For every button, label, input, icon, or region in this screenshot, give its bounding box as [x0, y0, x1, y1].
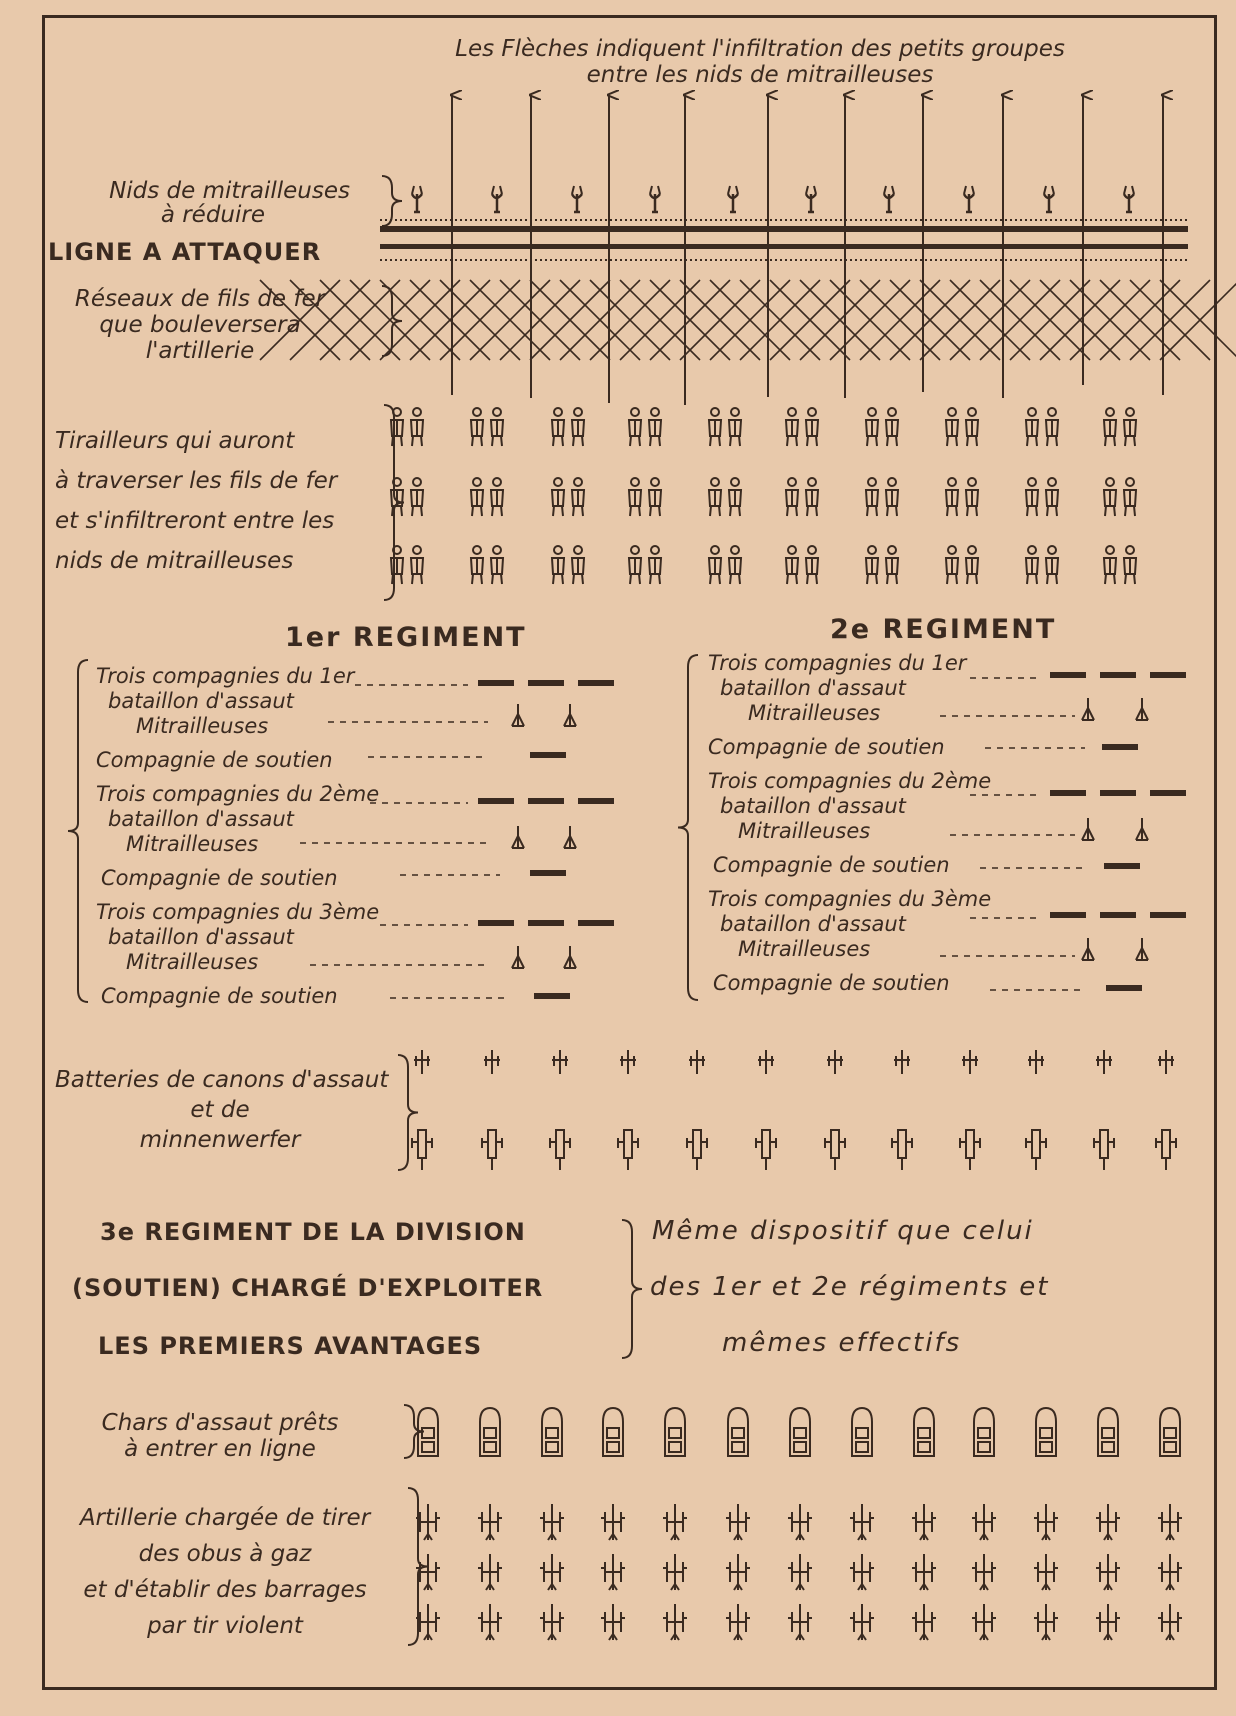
wire-label-3: l'artillerie — [145, 338, 255, 364]
batteries-label-2: et de — [190, 1097, 250, 1123]
tank-icon — [480, 1408, 500, 1456]
regiment-1-row-4-line-0: Mitrailleuses — [126, 832, 259, 856]
artillery-icon — [1034, 1554, 1058, 1590]
header-line-2: entre les nids de mitrailleuses — [586, 62, 934, 88]
soldier-icon — [1046, 478, 1058, 516]
soldier-icon — [629, 546, 641, 584]
machine-gun-icon — [564, 704, 576, 726]
assault-cannon-icon — [758, 1050, 774, 1074]
regiment-2-row-5-line-0: Compagnie de soutien — [713, 853, 950, 877]
attack-line-lower — [380, 244, 1188, 249]
assault-cannon-icon — [620, 1050, 636, 1074]
regiment-2-row-7-line-0: Mitrailleuses — [738, 937, 871, 961]
company-bar-icon — [1104, 863, 1140, 869]
soldier-icon — [411, 408, 423, 446]
nests-label-1: Nids de mitrailleuses — [109, 178, 350, 204]
machine-gun-icon — [1082, 818, 1094, 840]
assault-cannon-icon — [414, 1050, 430, 1074]
tank-icon — [603, 1408, 623, 1456]
soldier-icon — [946, 408, 958, 446]
soldier-icon — [729, 478, 741, 516]
artillery-icon — [478, 1504, 502, 1540]
soldier-icon — [1124, 546, 1136, 584]
regiment-1-row-6-line-1: bataillon d'assaut — [108, 925, 294, 949]
regiment-1-row-5-line-0: Compagnie de soutien — [101, 866, 338, 890]
regiment-2-row-0-line-0: Trois compagnies du 1er — [708, 651, 967, 675]
machine-gun-icon — [512, 946, 524, 968]
regiment-2-row-4-line-0: Mitrailleuses — [738, 819, 871, 843]
soldier-icon — [649, 408, 661, 446]
soldier-icon — [1124, 408, 1136, 446]
artillery-icon — [788, 1554, 812, 1590]
tank-icon — [418, 1408, 438, 1456]
soldier-icon — [866, 408, 878, 446]
soldier-icon — [629, 478, 641, 516]
soldier-icon — [1026, 478, 1038, 516]
machine-gun-icon — [1082, 698, 1094, 720]
soldier-icon — [491, 408, 503, 446]
skirmishers-brace — [384, 405, 404, 600]
soldier-icon — [1046, 408, 1058, 446]
soldier-icon — [946, 546, 958, 584]
artillery-icon — [726, 1554, 750, 1590]
artillery-icon — [1158, 1504, 1182, 1540]
artillery-icon — [726, 1604, 750, 1640]
soldier-icon — [786, 546, 798, 584]
soldier-icon — [552, 546, 564, 584]
artillery-icon — [1034, 1504, 1058, 1540]
soldier-icon — [866, 478, 878, 516]
machine-gun-icon — [1136, 698, 1148, 720]
machine-gun-nest-icon — [964, 186, 974, 212]
soldier-icon — [806, 546, 818, 584]
artillery-icon — [1096, 1554, 1120, 1590]
minenwerfer-icon — [892, 1130, 912, 1170]
artillery-icon — [416, 1504, 440, 1540]
company-bar-icon — [478, 798, 514, 804]
company-bar-icon — [478, 680, 514, 686]
soldier-icon — [729, 408, 741, 446]
tank-icon — [1036, 1408, 1056, 1456]
soldier-icon — [1124, 478, 1136, 516]
artillery-icon — [726, 1504, 750, 1540]
artillery-icon — [788, 1604, 812, 1640]
artillery-icon — [912, 1604, 936, 1640]
minenwerfer-icon — [756, 1130, 776, 1170]
regiment-1-row-2-line-0: Compagnie de soutien — [96, 748, 333, 772]
tank-icon — [974, 1408, 994, 1456]
header-line-1: Les Flèches indiquent l'infiltration des petits groupes — [455, 36, 1065, 62]
artillery-icon — [540, 1604, 564, 1640]
batteries-brace — [398, 1055, 418, 1170]
artillery-icon — [540, 1504, 564, 1540]
soldier-icon — [471, 408, 483, 446]
artillery-icon — [601, 1504, 625, 1540]
artillery-icon — [478, 1604, 502, 1640]
soldier-icon — [1046, 546, 1058, 584]
regiment-1-row-3-line-1: bataillon d'assaut — [108, 807, 294, 831]
regiment-2-row-8-line-0: Compagnie de soutien — [713, 971, 950, 995]
regiment-2-row-2-line-0: Compagnie de soutien — [708, 735, 945, 759]
regiment-2-row-1-line-0: Mitrailleuses — [748, 701, 881, 725]
regiment-2-title: 2e REGIMENT — [830, 614, 1057, 645]
skirmishers-label-1: Tirailleurs qui auront — [55, 428, 295, 454]
soldier-icon — [966, 408, 978, 446]
regiment-3-line-3: LES PREMIERS AVANTAGES — [98, 1332, 483, 1360]
batteries-label-3: minnenwerfer — [139, 1127, 301, 1153]
artillery-icon — [972, 1504, 996, 1540]
soldier-icon — [709, 408, 721, 446]
regiment-1-row-3-line-0: Trois compagnies du 2ème — [96, 782, 380, 806]
soldier-icon — [391, 408, 403, 446]
machine-gun-icon — [512, 704, 524, 726]
nests-label-2: à réduire — [160, 202, 265, 228]
tank-icon — [542, 1408, 562, 1456]
regiment-3-note-2: des 1er et 2e régiments et — [650, 1272, 1050, 1302]
artillery-icon — [1158, 1604, 1182, 1640]
soldier-icon — [552, 408, 564, 446]
machine-gun-nest-icon — [492, 186, 502, 212]
company-bar-icon — [530, 870, 566, 876]
attack-line-upper — [380, 226, 1188, 232]
soldier-icon — [866, 546, 878, 584]
soldier-icon — [629, 408, 641, 446]
soldier-icon — [391, 546, 403, 584]
assault-cannon-icon — [962, 1050, 978, 1074]
regiment-3-brace — [622, 1220, 642, 1358]
machine-gun-nest-icon — [650, 186, 660, 212]
artillery-icon — [478, 1554, 502, 1590]
minenwerfer-icon — [618, 1130, 638, 1170]
soldier-icon — [572, 478, 584, 516]
company-bar-icon — [1150, 672, 1186, 678]
regiment-1-row-0-line-1: bataillon d'assaut — [108, 689, 294, 713]
soldier-icon — [649, 478, 661, 516]
artillery-icon — [912, 1504, 936, 1540]
soldier-icon — [886, 408, 898, 446]
company-bar-icon — [1150, 790, 1186, 796]
artillery-icon — [912, 1554, 936, 1590]
regiment-3-line-1: 3e REGIMENT DE LA DIVISION — [100, 1218, 526, 1246]
company-bar-icon — [1050, 672, 1086, 678]
artillery-label-1: Artillerie chargée de tirer — [79, 1505, 371, 1531]
nests-brace — [382, 176, 402, 226]
soldier-icon — [806, 478, 818, 516]
regiment-1-title: 1er REGIMENT — [285, 622, 527, 653]
artillery-icon — [540, 1554, 564, 1590]
regiment-2-brace — [678, 655, 698, 1000]
artillery-icon — [972, 1554, 996, 1590]
soldier-icon — [786, 408, 798, 446]
regiment-1-row-0-line-0: Trois compagnies du 1er — [96, 664, 355, 688]
soldier-icon — [946, 478, 958, 516]
machine-gun-icon — [1136, 938, 1148, 960]
assault-cannon-icon — [894, 1050, 910, 1074]
regiment-3-note-1: Même dispositif que celui — [652, 1216, 1034, 1246]
company-bar-icon — [528, 798, 564, 804]
artillery-icon — [1096, 1504, 1120, 1540]
tank-icon — [1098, 1408, 1118, 1456]
assault-cannon-icon — [689, 1050, 705, 1074]
company-bar-icon — [1050, 912, 1086, 918]
minenwerfer-icon — [1094, 1130, 1114, 1170]
artillery-icon — [416, 1604, 440, 1640]
skirmishers-label-2: à traverser les fils de fer — [55, 468, 338, 494]
artillery-icon — [663, 1504, 687, 1540]
wire-label-1: Réseaux de fils de fer — [74, 286, 326, 312]
tanks-label-1: Chars d'assaut prêts — [101, 1410, 339, 1436]
tank-icon — [790, 1408, 810, 1456]
minenwerfer-icon — [1026, 1130, 1046, 1170]
machine-gun-nest-icon — [412, 186, 422, 212]
company-bar-icon — [1100, 912, 1136, 918]
artillery-icon — [1158, 1554, 1182, 1590]
artillery-icon — [1034, 1604, 1058, 1640]
machine-gun-nest-icon — [728, 186, 738, 212]
artillery-icon — [1096, 1604, 1120, 1640]
wire-label-2: que bouleversera — [99, 312, 301, 338]
minenwerfer-icon — [550, 1130, 570, 1170]
company-bar-icon — [1100, 672, 1136, 678]
company-bar-icon — [478, 920, 514, 926]
assault-cannon-icon — [1096, 1050, 1112, 1074]
regiment-2-row-0-line-1: bataillon d'assaut — [720, 676, 906, 700]
artillery-icon — [850, 1554, 874, 1590]
soldier-icon — [1026, 546, 1038, 584]
machine-gun-icon — [512, 826, 524, 848]
artillery-icon — [663, 1604, 687, 1640]
artillery-icon — [850, 1504, 874, 1540]
machine-gun-icon — [564, 946, 576, 968]
skirmishers-label-4: nids de mitrailleuses — [55, 548, 294, 574]
soldier-icon — [966, 546, 978, 584]
machine-gun-nest-icon — [572, 186, 582, 212]
artillery-icon — [416, 1554, 440, 1590]
company-bar-icon — [1102, 744, 1138, 750]
soldier-icon — [471, 546, 483, 584]
regiment-1-row-7-line-0: Mitrailleuses — [126, 950, 259, 974]
soldier-icon — [572, 546, 584, 584]
regiment-1-row-6-line-0: Trois compagnies du 3ème — [96, 900, 380, 924]
minenwerfer-icon — [825, 1130, 845, 1170]
soldier-icon — [572, 408, 584, 446]
company-bar-icon — [1106, 985, 1142, 991]
regiment-1-brace — [68, 660, 88, 1002]
company-bar-icon — [1150, 912, 1186, 918]
artillery-icon — [601, 1554, 625, 1590]
artillery-icon — [788, 1504, 812, 1540]
minenwerfer-icon — [412, 1130, 432, 1170]
soldier-icon — [649, 546, 661, 584]
soldier-icon — [786, 478, 798, 516]
company-bar-icon — [1100, 790, 1136, 796]
tank-icon — [728, 1408, 748, 1456]
regiment-3-note-3: mêmes effectifs — [722, 1328, 962, 1358]
artillery-icon — [601, 1604, 625, 1640]
batteries-label-1: Batteries de canons d'assaut — [55, 1067, 389, 1093]
artillery-label-3: et d'établir des barrages — [83, 1577, 367, 1603]
machine-gun-nest-icon — [884, 186, 894, 212]
soldier-icon — [1026, 408, 1038, 446]
regiment-2-row-6-line-1: bataillon d'assaut — [720, 912, 906, 936]
skirmishers-label-3: et s'infiltreront entre les — [55, 508, 335, 534]
artillery-icon — [972, 1604, 996, 1640]
company-bar-icon — [1050, 790, 1086, 796]
artillery-icon — [663, 1554, 687, 1590]
barbed-wire-field — [260, 270, 1236, 365]
company-bar-icon — [530, 752, 566, 758]
regiment-2-row-3-line-1: bataillon d'assaut — [720, 794, 906, 818]
company-bar-icon — [528, 680, 564, 686]
soldier-icon — [1104, 546, 1116, 584]
soldier-icon — [552, 478, 564, 516]
minenwerfer-icon — [482, 1130, 502, 1170]
company-bar-icon — [528, 920, 564, 926]
regiment-1-row-8-line-0: Compagnie de soutien — [101, 984, 338, 1008]
assault-cannon-icon — [1028, 1050, 1044, 1074]
tank-icon — [1160, 1408, 1180, 1456]
artillery-label-2: des obus à gaz — [138, 1541, 312, 1567]
soldier-icon — [729, 546, 741, 584]
soldier-icon — [806, 408, 818, 446]
minenwerfer-icon — [687, 1130, 707, 1170]
company-bar-icon — [578, 798, 614, 804]
soldier-icon — [886, 546, 898, 584]
regiment-2-row-3-line-0: Trois compagnies du 2ème — [708, 769, 992, 793]
soldier-icon — [411, 546, 423, 584]
tanks-label-2: à entrer en ligne — [124, 1436, 316, 1462]
soldier-icon — [491, 478, 503, 516]
soldier-icon — [886, 478, 898, 516]
tank-icon — [914, 1408, 934, 1456]
tank-icon — [665, 1408, 685, 1456]
minenwerfer-icon — [1156, 1130, 1176, 1170]
soldier-icon — [709, 478, 721, 516]
artillery-label-4: par tir violent — [147, 1613, 303, 1639]
machine-gun-nest-icon — [806, 186, 816, 212]
assault-cannon-icon — [552, 1050, 568, 1074]
machine-gun-nest-icon — [1044, 186, 1054, 212]
line-to-attack-label: LIGNE A ATTAQUER — [48, 238, 322, 266]
artillery-icon — [850, 1604, 874, 1640]
company-bar-icon — [578, 680, 614, 686]
machine-gun-icon — [1136, 818, 1148, 840]
machine-gun-icon — [564, 826, 576, 848]
soldier-icon — [471, 478, 483, 516]
regiment-1-row-1-line-0: Mitrailleuses — [136, 714, 269, 738]
soldier-icon — [1104, 408, 1116, 446]
company-bar-icon — [578, 920, 614, 926]
assault-cannon-icon — [1158, 1050, 1174, 1074]
machine-gun-icon — [1082, 938, 1094, 960]
soldier-icon — [966, 478, 978, 516]
company-bar-icon — [534, 993, 570, 999]
assault-cannon-icon — [827, 1050, 843, 1074]
regiment-3-line-2: (SOUTIEN) CHARGÉ D'EXPLOITER — [72, 1274, 544, 1302]
soldier-icon — [391, 478, 403, 516]
soldier-icon — [1104, 478, 1116, 516]
minenwerfer-icon — [960, 1130, 980, 1170]
assault-cannon-icon — [484, 1050, 500, 1074]
soldier-icon — [491, 546, 503, 584]
regiment-2-row-6-line-0: Trois compagnies du 3ème — [708, 887, 992, 911]
machine-gun-nest-icon — [1124, 186, 1134, 212]
tank-icon — [852, 1408, 872, 1456]
soldier-icon — [709, 546, 721, 584]
soldier-icon — [411, 478, 423, 516]
